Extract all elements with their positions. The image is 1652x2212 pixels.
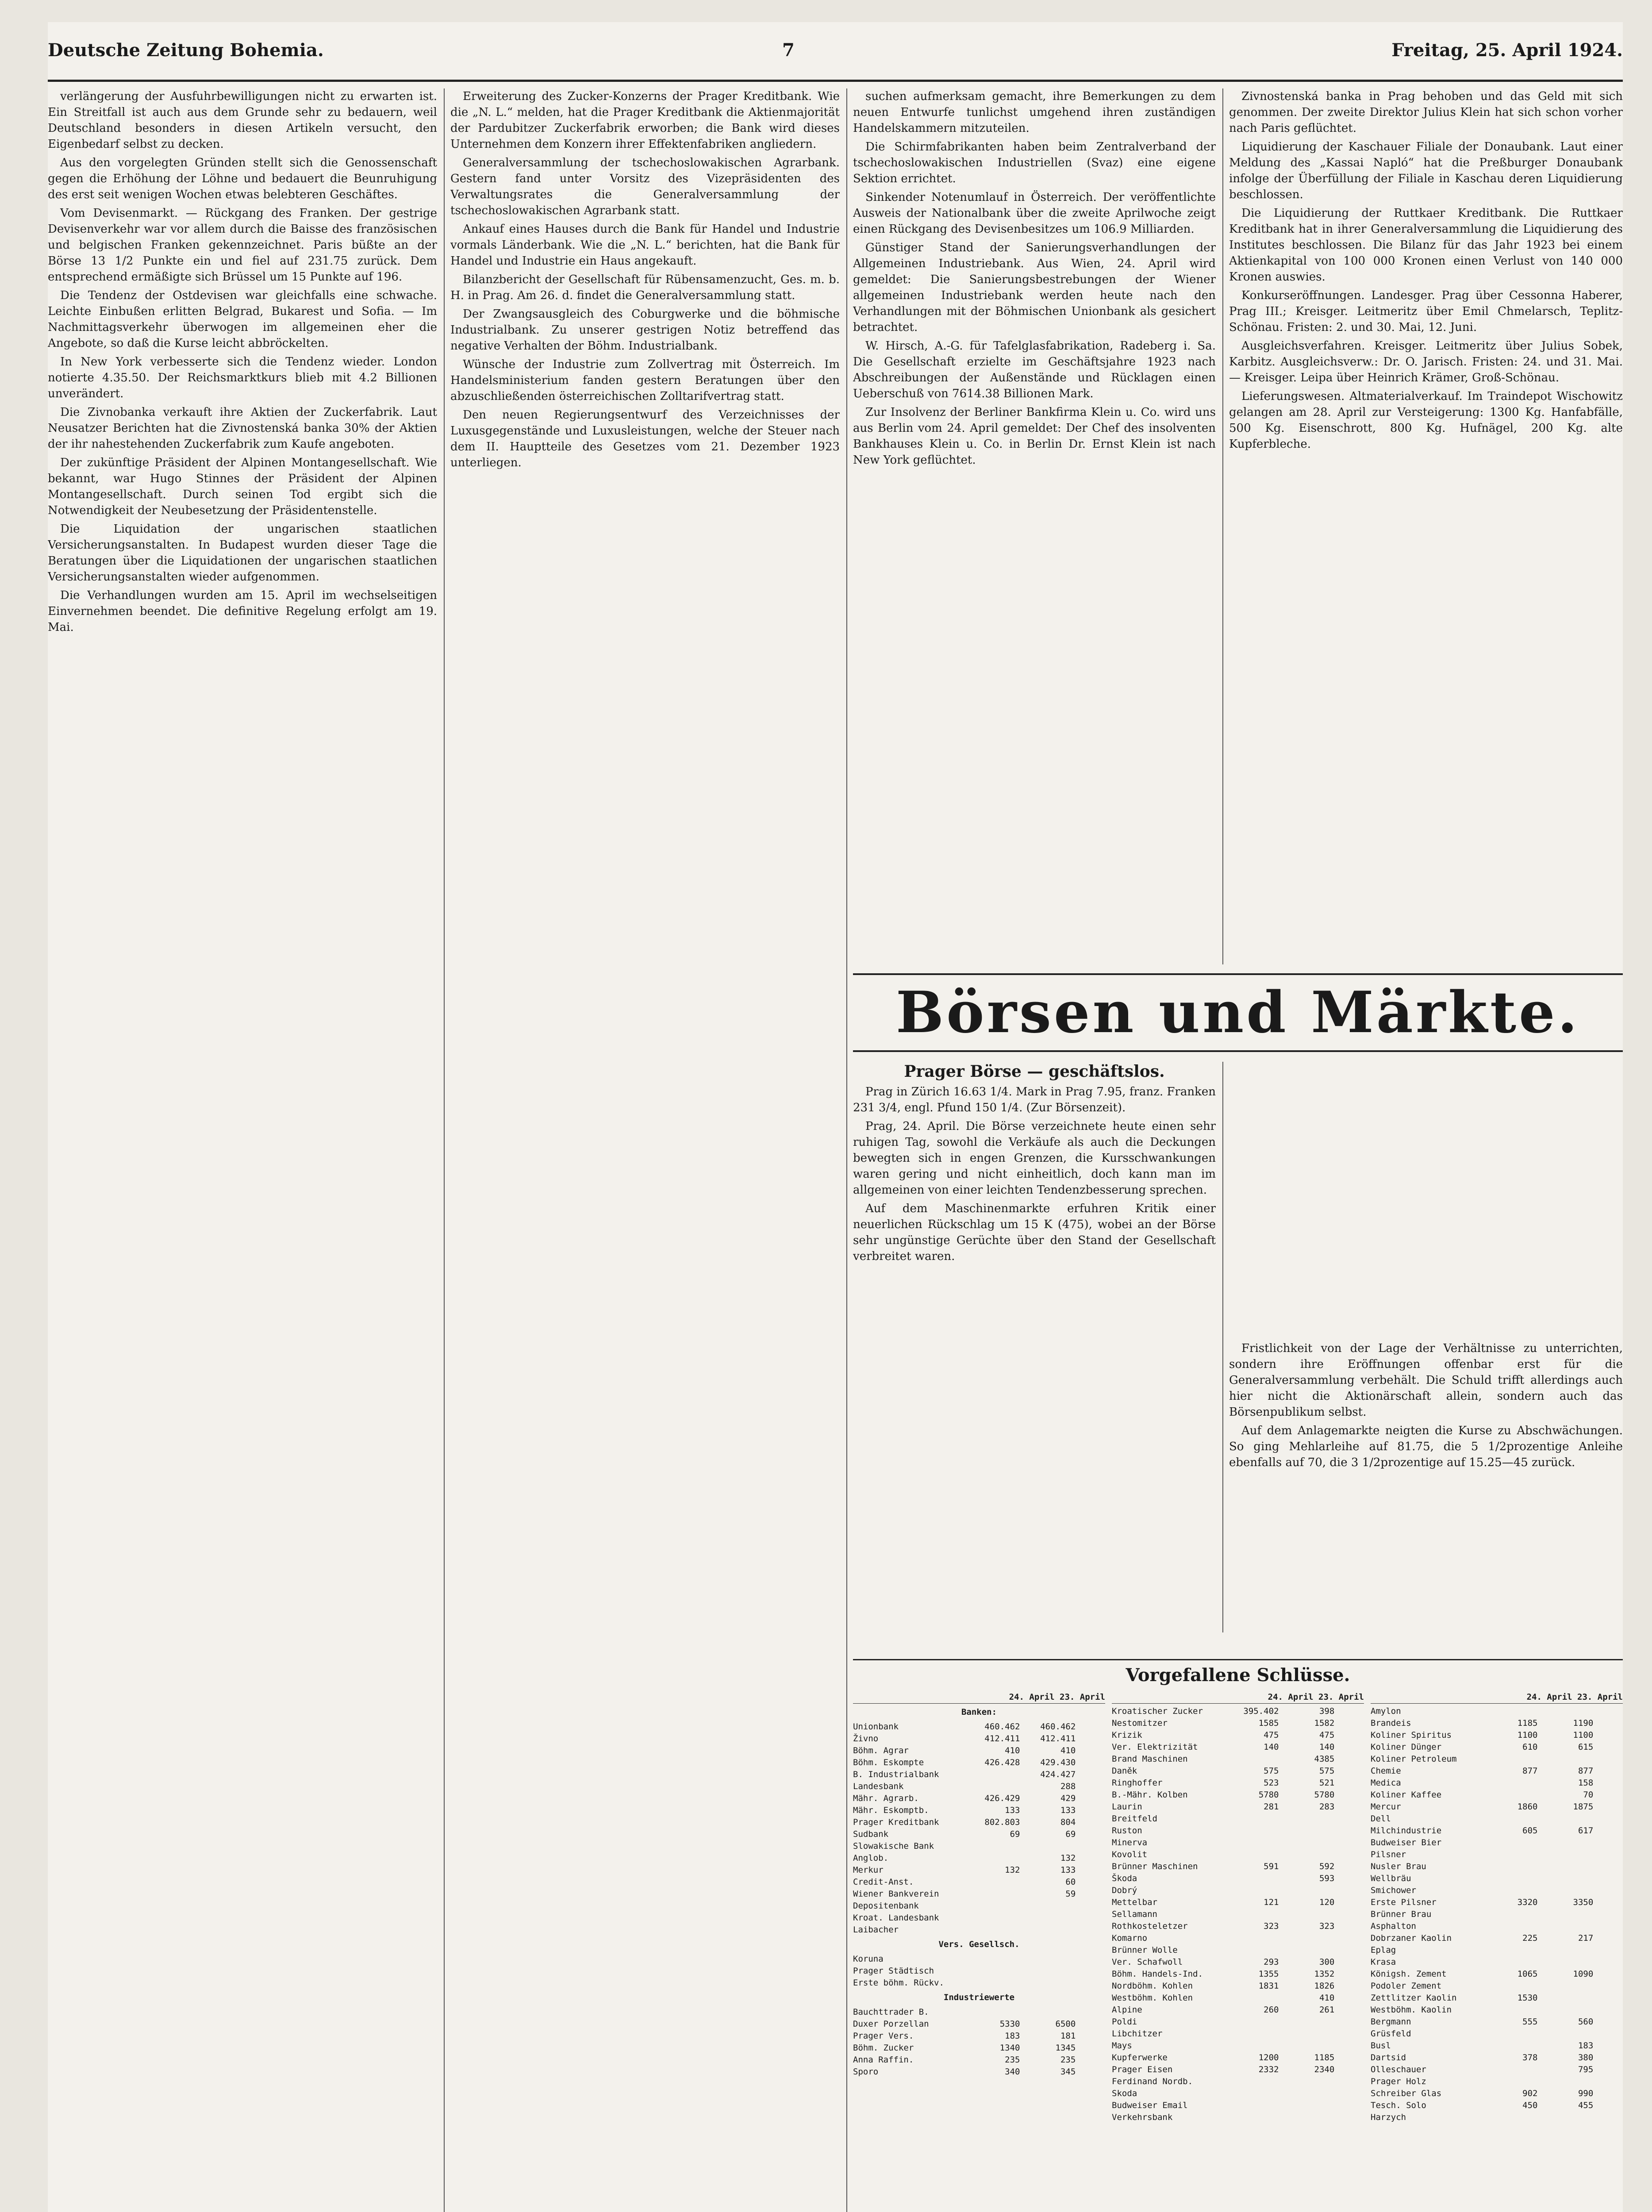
article-paragraph: Liquidierung der Kaschauer Filiale der Donaubank. Laut einer Meldung des „Kassai Napló“ hat die Preßburger Donaubank infolge der Überfüllung der Filiale in Kaschau deren Liquidierung beschlossen. — [1229, 140, 1623, 201]
table-row: Böhm. Handels-Ind. 1355 1352 — [1112, 1969, 1335, 1979]
table-row: Böhm. Eskompte 426.428 429.430 — [853, 1758, 1076, 1767]
article-paragraph: Aus den vorgelegten Gründen stellt sich die Genossenschaft gegen die Erhöhung der Löhne und bedauert die Beunruhigung des erst seit wenigen Wochen etwas belebteren Geschäftes. — [48, 156, 437, 201]
column-divider — [1222, 88, 1223, 964]
table-row: Mähr. Agrarb. 426.429 429 — [853, 1793, 1076, 1803]
article-paragraph: verlängerung der Ausfuhrbewilligungen nicht zu erwarten ist. Ein Streitfall ist auch aus dem Grunde sehr zu bedauern, weil Deutschland besonders in diesen Artikeln versucht, den Eigenbedarf selbst zu decken. — [48, 90, 437, 151]
quote-table-2 — [1112, 1691, 1364, 2124]
newspaper-page — [48, 22, 1623, 2212]
article-paragraph: suchen aufmerksam gemacht, ihre Bemerkungen zu dem neuen Entwurfe tunlichst umgehend ihren zuständigen Handelskammern mitzuteilen. — [853, 90, 1216, 135]
market-report-heading: Prager Börse — geschäftslos. — [904, 1062, 1165, 1081]
column-divider — [444, 88, 445, 2212]
article-paragraph: Den neuen Regierungsentwurf des Verzeichnisses der Luxusgegenstände und Luxusleistungen, welche der Steuer nach dem II. Hauptteile des Gesetzes vom 21. Dezember 1923 unterliegen. — [450, 408, 840, 469]
article-paragraph: Die Liquidierung der Ruttkaer Kreditbank. Die Ruttkaer Kreditbank hat in ihrer Generalversammlung die Liquidierung des Institutes beschlossen. Die Bilanz für das Jahr 1923 bei einem Aktienkapital von 100 000 Kronen einen Verlust von 140 000 Kronen auswies. — [1229, 207, 1623, 284]
article-paragraph: Vom Devisenmarkt. — Rückgang des Franken. Der gestrige Devisenverkehr war vor allem durch die Baisse des französischen und belgischen Franken gekennzeichnet. Paris büßte an der Börse 13 1/2 Punkte ein und fiel auf 231.75 zurück. Dem entsprechend ermäßigte sich Brüssel um 15 Punkte auf 196. — [48, 207, 437, 284]
section-banner: Börsen und Märkte. — [853, 973, 1623, 1052]
table-section-heading: Banken: — [961, 1707, 997, 1717]
masthead: Deutsche Zeitung Bohemia. — [48, 40, 324, 61]
article-paragraph: Lieferungswesen. Altmaterialverkauf. Im Traindepot Wischowitz gelangen am 28. April zur Versteigerung: 1300 Kg. Hanfabfälle, 500 Kg. Eisenschrott, 800 Kg. Hufnägel, 200 Kg. alte Kupferbleche. — [1229, 390, 1623, 451]
table-row: Slowakische Bank — [853, 1841, 1076, 1851]
table-row: Milchindustrie 605 617 — [1371, 1826, 1594, 1836]
table-row: Koliner Dünger 610 615 — [1371, 1742, 1594, 1752]
table-row: Chemie 877 877 — [1371, 1766, 1594, 1776]
table-row: Depositenbank — [853, 1901, 1076, 1911]
table-row: B. Industrialbank 424.427 — [853, 1770, 1076, 1779]
table-section-heading: Vers. Gesellsch. — [938, 1939, 1020, 1949]
table-row: Koliner Petroleum — [1371, 1754, 1594, 1764]
table-row: Grüsfeld — [1371, 2029, 1594, 2039]
table-row: Škoda 593 — [1112, 1874, 1335, 1883]
table-row: Mays — [1112, 2041, 1335, 2051]
table-row: Libchitzer — [1112, 2029, 1335, 2039]
table-row: Prager Kreditbank 802.803 804 — [853, 1817, 1076, 1827]
table-section-heading: Industriewerte — [943, 1993, 1015, 2002]
article-paragraph: Auf dem Maschinenmarkte erfuhren Kritik einer neuerlichen Rückschlag um 15 K (475), wobei an der Börse sehr ungünstige Gerüchte über den Stand der Gesellschaft verbreitet waren. — [853, 1202, 1216, 1263]
table-row: Bergmann 555 560 — [1371, 2017, 1594, 2027]
table-row: Mähr. Eskomptb. 133 133 — [853, 1805, 1076, 1815]
table-row: Minerva — [1112, 1838, 1335, 1847]
table-row: Wellbräu — [1371, 1874, 1594, 1883]
table-row: Sudbank 69 69 — [853, 1829, 1076, 1839]
table-row: Mercur 1860 1875 — [1371, 1802, 1594, 1812]
table-row: Krizik 475 475 — [1112, 1730, 1335, 1740]
table-row: Živno 412.411 412.411 — [853, 1734, 1076, 1743]
table-row: Brünner Brau — [1371, 1909, 1594, 1919]
table-row: Nusler Brau — [1371, 1862, 1594, 1871]
page-header — [48, 22, 1623, 82]
table-row: Nordböhm. Kohlen 1831 1826 — [1112, 1981, 1335, 1991]
table-header: 24. April 23. April — [1112, 1691, 1364, 1704]
table-row: Königsh. Zement 1065 1090 — [1371, 1969, 1594, 1979]
table-row: Anna Raffin. 235 235 — [853, 2055, 1076, 2065]
table-row: Mettelbar 121 120 — [1112, 1897, 1335, 1907]
table-row: Unionbank 460.462 460.462 — [853, 1722, 1076, 1732]
table-row: Budweiser Bier — [1371, 1838, 1594, 1847]
table-row: Kroat. Landesbank — [853, 1913, 1076, 1923]
table-row: Eplag — [1371, 1945, 1594, 1955]
article-paragraph: Generalversammlung der tschechoslowakischen Agrarbank. Gestern fand unter Vorsitz des Vizepräsidenten des Verwaltungsrates die Generalversammlung der tschechoslowakischen Agrarbank statt. — [450, 156, 840, 217]
column-2 — [450, 88, 840, 2212]
table-row: Brünner Maschinen 591 592 — [1112, 1862, 1335, 1871]
column-1 — [48, 88, 437, 2212]
article-paragraph: Ankauf eines Hauses durch die Bank für Handel und Industrie vormals Länderbank. Wie die „N. L.“ berichten, hat die Bank für Handel und Industrie ein Haus angekauft. — [450, 223, 840, 268]
table-row: Westböhm. Kohlen 410 — [1112, 1993, 1335, 2003]
article-paragraph: Zivnostenská banka in Prag behoben und das Geld mit sich genommen. Der zweite Direktor Julius Klein hat sich schon vorher nach Paris geflüchtet. — [1229, 90, 1623, 135]
table-row: Ver. Elektrizität 140 140 — [1112, 1742, 1335, 1752]
table-row: Daněk 575 575 — [1112, 1766, 1335, 1776]
table-row: Kupferwerke 1200 1185 — [1112, 2053, 1335, 2062]
article-paragraph: Wünsche der Industrie zum Zollvertrag mit Österreich. Im Handelsministerium fanden gestern Beratungen über den abzuschließenden österreichischen Zolltarifvertrag statt. — [450, 358, 840, 403]
table-row: Budweiser Email — [1112, 2101, 1335, 2110]
table-row: Dell — [1371, 1814, 1594, 1824]
table-row: Smichower — [1371, 1886, 1594, 1895]
column-divider — [1222, 1062, 1223, 1632]
article-paragraph: Sinkender Notenumlauf in Österreich. Der veröffentlichte Ausweis der Nationalbank über die zweite Aprilwoche zeigt einen Rückgang des Devisenbesitzes um 106.9 Milliarden. — [853, 191, 1216, 236]
article-paragraph: Zur Insolvenz der Berliner Bankfirma Klein u. Co. wird uns aus Berlin vom 24. April gemeldet: Der Chef des insolventen Bankhauses Klein u. Co. in Berlin Dr. Ernst Klein ist nach New York geflüchtet. — [853, 406, 1216, 467]
table-row: Krasa — [1371, 1957, 1594, 1967]
table-row: Amylon — [1371, 1706, 1594, 1716]
table-row: Erste böhm. Rückv. — [853, 1978, 1076, 1988]
table-header: 24. April 23. April — [1371, 1691, 1623, 1704]
table-row: Brand Maschinen 4385 — [1112, 1754, 1335, 1764]
table-row: Ferdinand Nordb. — [1112, 2077, 1335, 2086]
table-row: Breitfeld — [1112, 1814, 1335, 1824]
table-row: Koliner Spiritus 1100 1100 — [1371, 1730, 1594, 1740]
stock-quotes — [853, 1659, 1623, 2212]
market-report-column — [853, 1062, 1216, 1632]
table-row: Skoda — [1112, 2089, 1335, 2098]
column-divider — [846, 88, 847, 2212]
article-paragraph: Fristlichkeit von der Lage der Verhältnisse zu unterrichten, sondern ihre Eröffnungen offenbar erst für die Generalversammlung verbehält. Die Schuld trifft allerdings auch hier nicht die Aktionärschaft allein, sondern auch das Börsenpublikum selbst. — [1229, 1342, 1623, 1419]
table-row: Ringhoffer 523 521 — [1112, 1778, 1335, 1788]
column-3 — [853, 88, 1216, 964]
article-paragraph: Ausgleichsverfahren. Kreisger. Leitmeritz über Julius Sobek, Karbitz. Ausgleichsverw.: Dr. O. Jarisch. Fristen: 24. und 31. Mai. — Kreisger. Leipa über Heinrich Krämer, Groß-Schönau. — [1229, 339, 1623, 384]
table-row: Böhm. Zucker 1340 1345 — [853, 2043, 1076, 2053]
table-row: Merkur 132 133 — [853, 1865, 1076, 1875]
column-4 — [1229, 88, 1623, 1394]
quote-table-1 — [853, 1691, 1105, 2078]
article-paragraph: Prag in Zürich 16.63 1/4. Mark in Prag 7.95, franz. Franken 231 3/4, engl. Pfund 150 1/4. (Zur Börsenzeit). — [853, 1085, 1216, 1114]
column-6 — [1229, 1340, 1623, 1632]
table-row: Nestomitzer 1585 1582 — [1112, 1718, 1335, 1728]
table-row: Wiener Bankverein 59 — [853, 1889, 1076, 1899]
table-row: Medica 158 — [1371, 1778, 1594, 1788]
table-row: Komarno — [1112, 1933, 1335, 1943]
article-paragraph: In New York verbesserte sich die Tendenz wieder. London notierte 4.35.50. Der Reichsmarktkurs blieb mit 4.2 Billionen unverändert. — [48, 355, 437, 400]
table-row: Sporo 340 345 — [853, 2067, 1076, 2077]
table-row: Laurin 281 283 — [1112, 1802, 1335, 1812]
table-row: Ver. Schafwoll 293 300 — [1112, 1957, 1335, 1967]
issue-date: Freitag, 25. April 1924. — [1391, 40, 1623, 61]
article-paragraph: Der Zwangsausgleich des Coburgwerke und die böhmische Industrialbank. Zu unserer gestrigen Notiz betreffend das negative Verhalten der Böhm. Industrialbank. — [450, 307, 840, 353]
article-paragraph: Prag, 24. April. Die Börse verzeichnete heute einen sehr ruhigen Tag, sowohl die Verkäufe als auch die Deckungen bewegten sich in engen Grenzen, die Kursschwankungen waren gering und nicht einheitlich, doch kann man im allgemeinen von einer leichten Tendenzbesserung sprechen. — [853, 1120, 1216, 1197]
article-paragraph: Die Zivnobanka verkauft ihre Aktien der Zuckerfabrik. Laut Neusatzer Berichten hat die Zivnostenská banka 30% der Aktien der ihr nahestehenden Zuckerfabrik zum Kaufe angeboten. — [48, 406, 437, 451]
article-paragraph: Erweiterung des Zucker-Konzerns der Prager Kreditbank. Wie die „N. L.“ melden, hat die Prager Kreditbank die Aktienmajorität der Pardubitzer Zuckerfabrik erworben; die Bank wird dieses Unternehmen dem Konzern ihrer Effektenfabriken angliedern. — [450, 90, 840, 151]
table-row: Busl 183 — [1371, 2041, 1594, 2051]
article-paragraph: Die Schirmfabrikanten haben beim Zentralverband der tschechoslowakischen Industriellen (Svaz) eine eigene Sektion errichtet. — [853, 140, 1216, 185]
table-row: Asphalton — [1371, 1921, 1594, 1931]
table-row: B.-Mähr. Kolben 5780 5780 — [1112, 1790, 1335, 1800]
table-row: Westböhm. Kaolin — [1371, 2005, 1594, 2015]
table-row: Brünner Wolle — [1112, 1945, 1335, 1955]
table-row: Dobrzaner Kaolin 225 217 — [1371, 1933, 1594, 1943]
article-paragraph: Günstiger Stand der Sanierungsverhandlungen der Allgemeinen Industriebank. Aus Wien, 24. April wird gemeldet: Die Sanierungsbestrebungen der Wiener allgemeinen Industriebank werden heute nach den Verhandlungen mit der Böhmischen Unionbank als gesichert betrachtet. — [853, 241, 1216, 334]
table-row: Zettlitzer Kaolin 1530 — [1371, 1993, 1594, 2003]
table-row: Prager Vers. 183 181 — [853, 2031, 1076, 2041]
page-number: 7 — [782, 40, 795, 61]
table-row: Kroatischer Zucker 395.402 398 — [1112, 1706, 1335, 1716]
article-paragraph: Bilanzbericht der Gesellschaft für Rübensamenzucht, Ges. m. b. H. in Prag. Am 26. d. findet die Generalversammlung statt. — [450, 273, 840, 302]
article-paragraph: Die Tendenz der Ostdevisen war gleichfalls eine schwache. Leichte Einbußen erlitten Belgrad, Bukarest und Sofia. — Im Nachmittagsverkehr überwogen im allgemeinen eher die Angebote, so daß die Kurse leicht abbröckelten. — [48, 289, 437, 350]
article-paragraph: Konkurseröffnungen. Landesger. Prag über Cessonna Haberer, Prag III.; Kreisger. Leitmeritz über Emil Chmelarsch, Teplitz-Schönau. Fristen: 2. und 30. Mai, 12. Juni. — [1229, 289, 1623, 334]
table-row: Tesch. Solo 450 455 — [1371, 2101, 1594, 2110]
table-header: 24. April 23. April — [853, 1691, 1105, 1704]
table-row: Duxer Porzellan 5330 6500 — [853, 2019, 1076, 2029]
table-row: Dobrý — [1112, 1886, 1335, 1895]
quotes-title: Vorgefallene Schlüsse. — [1126, 1665, 1350, 1686]
table-row: Kovolit — [1112, 1850, 1335, 1859]
table-row: Verkehrsbank — [1112, 2112, 1335, 2122]
table-row: Prager Holz — [1371, 2077, 1594, 2086]
table-row: Prager Städtisch — [853, 1966, 1076, 1976]
table-row: Laibacher — [853, 1925, 1076, 1935]
table-row: Landesbank 288 — [853, 1782, 1076, 1791]
table-row: Harzych — [1371, 2112, 1594, 2122]
table-row: Dartsid 378 380 — [1371, 2053, 1594, 2062]
table-row: Poldi — [1112, 2017, 1335, 2027]
article-paragraph: Die Verhandlungen wurden am 15. April im wechselseitigen Einvernehmen beendet. Die definitive Regelung erfolgt am 19. Mai. — [48, 589, 437, 634]
table-row: Pilsner — [1371, 1850, 1594, 1859]
table-row: Credit-Anst. 60 — [853, 1877, 1076, 1887]
table-row: Olleschauer 795 — [1371, 2065, 1594, 2074]
article-paragraph: Der zukünftige Präsident der Alpinen Montangesellschaft. Wie bekannt, war Hugo Stinnes der Präsident der Alpinen Montangesellschaft. Durch seinen Tod ergibt sich die Notwendigkeit der Neubesetzung der Präsidentenstelle. — [48, 456, 437, 517]
table-row: Alpine 260 261 — [1112, 2005, 1335, 2015]
table-row: Sellamann — [1112, 1909, 1335, 1919]
article-paragraph: W. Hirsch, A.-G. für Tafelglasfabrikation, Radeberg i. Sa. Die Gesellschaft erzielte im Geschäftsjahre 1923 nach Abschreibungen der Außenstände und Rücklagen einen Ueberschuß von 7614.38 Billionen Mark. — [853, 339, 1216, 400]
table-row: Anglob. 132 — [853, 1853, 1076, 1863]
table-row: Ruston — [1112, 1826, 1335, 1836]
table-row: Koruna — [853, 1954, 1076, 1964]
table-row: Böhm. Agrar 410 410 — [853, 1746, 1076, 1755]
table-row: Bauchttrader B. — [853, 2007, 1076, 2017]
table-row: Schreiber Glas 902 990 — [1371, 2089, 1594, 2098]
table-row: Podoler Zement — [1371, 1981, 1594, 1991]
quote-table-3 — [1371, 1691, 1623, 2124]
table-row: Rothkosteletzer 323 323 — [1112, 1921, 1335, 1931]
table-row: Prager Eisen 2332 2340 — [1112, 2065, 1335, 2074]
table-row: Koliner Kaffee 70 — [1371, 1790, 1594, 1800]
article-paragraph: Auf dem Anlagemarkte neigten die Kurse zu Abschwächungen. So ging Mehlarleihe auf 81.75, die 5 1/2prozentige Anleihe ebenfalls auf 70, die 3 1/2prozentige auf 15.25—45 zurück. — [1229, 1424, 1623, 1469]
table-row: Brandeis 1185 1190 — [1371, 1718, 1594, 1728]
article-paragraph: Die Liquidation der ungarischen staatlichen Versicherungsanstalten. In Budapest wurden dieser Tage die Beratungen über die Liquidationen der ungarischen staatlichen Versicherungsanstalten wieder aufgenommen. — [48, 522, 437, 584]
table-row: Erste Pilsner 3320 3350 — [1371, 1897, 1594, 1907]
